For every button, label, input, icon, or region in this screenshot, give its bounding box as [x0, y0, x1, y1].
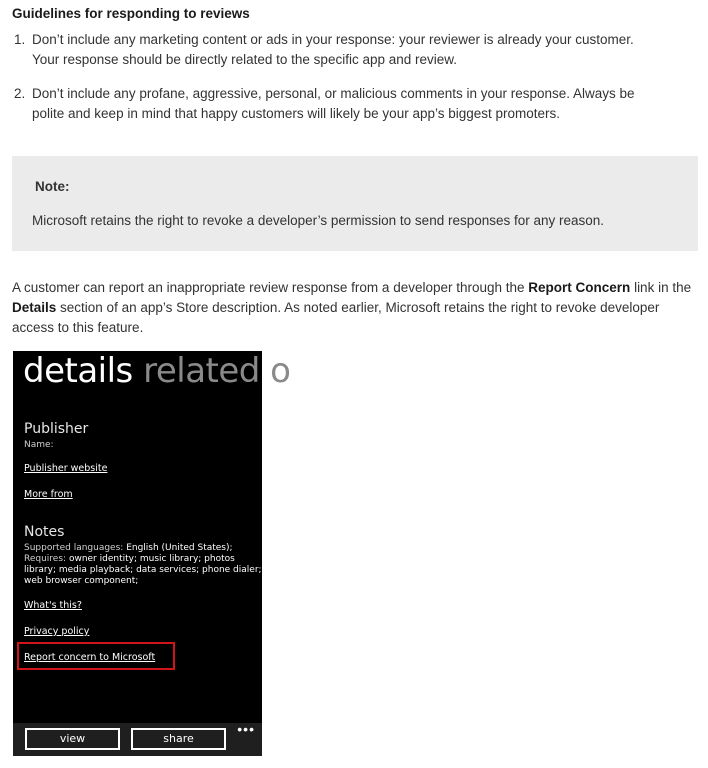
- guideline-text-line: polite and keep in mind that happy customers will likely be your app’s biggest promoters.: [32, 106, 561, 121]
- share-button[interactable]: share: [131, 728, 226, 750]
- supported-languages: [24, 543, 233, 554]
- note-box: [12, 156, 698, 251]
- notes-header: Notes: [24, 524, 65, 540]
- more-options-icon[interactable]: •••: [237, 721, 255, 737]
- requires-info: [24, 554, 235, 565]
- whats-this-link[interactable]: What's this?: [24, 600, 82, 611]
- requires-value: owner identity; music library; photos: [68, 554, 235, 564]
- guideline-text-line: Don’t include any profane, aggressive, personal, or malicious comments in your response. Always be: [32, 86, 635, 101]
- note-title: Note:: [35, 179, 70, 194]
- phone-screenshot: [13, 351, 291, 756]
- requires-value-line: web browser component;: [24, 576, 139, 586]
- guideline-number: 1.: [14, 32, 26, 47]
- guideline-text-line: Don’t include any marketing content or ads in your response: your reviewer is already your customer.: [32, 32, 634, 47]
- pivot-header: [23, 351, 290, 391]
- paragraph-text: A customer can report an inappropriate review response from a developer through the: [12, 280, 529, 295]
- publisher-website-link[interactable]: Publisher website: [24, 463, 108, 474]
- name-label: Name:: [24, 440, 54, 450]
- guideline-item-1: [14, 30, 694, 70]
- more-from-link[interactable]: More from: [24, 489, 73, 500]
- report-concern-term: Report Concern: [528, 280, 631, 295]
- supported-languages-value: English (United States);: [126, 543, 233, 553]
- publisher-header: Publisher: [24, 421, 89, 437]
- report-concern-link[interactable]: Report concern to Microsoft: [24, 652, 156, 663]
- view-button[interactable]: view: [25, 728, 120, 750]
- app-bar: [13, 723, 262, 756]
- guideline-number: 2.: [14, 86, 26, 101]
- highlight-box: [17, 642, 175, 670]
- guidelines-heading: Guidelines for responding to reviews: [12, 6, 250, 21]
- supported-languages-label: Supported languages:: [24, 543, 124, 553]
- pivot-related[interactable]: related o: [143, 351, 291, 391]
- note-text: Microsoft retains the right to revoke a developer’s permission to send responses for any reason.: [32, 213, 605, 228]
- pivot-details[interactable]: details: [23, 351, 133, 391]
- report-concern-paragraph: [12, 278, 702, 338]
- paragraph-text: link in the: [630, 280, 692, 295]
- paragraph-text: section of an app’s Store description. As noted earlier, Microsoft retains the right to revoke developer access to this feature.: [12, 300, 660, 335]
- details-term: Details: [12, 300, 57, 315]
- requires-label: Requires:: [24, 554, 67, 564]
- privacy-policy-link[interactable]: Privacy policy: [24, 626, 90, 637]
- guideline-item-2: [14, 84, 694, 124]
- guideline-text-line: Your response should be directly related to the specific app and review.: [32, 52, 458, 67]
- requires-value-line: library; media playback; data services; phone dialer;: [24, 565, 262, 575]
